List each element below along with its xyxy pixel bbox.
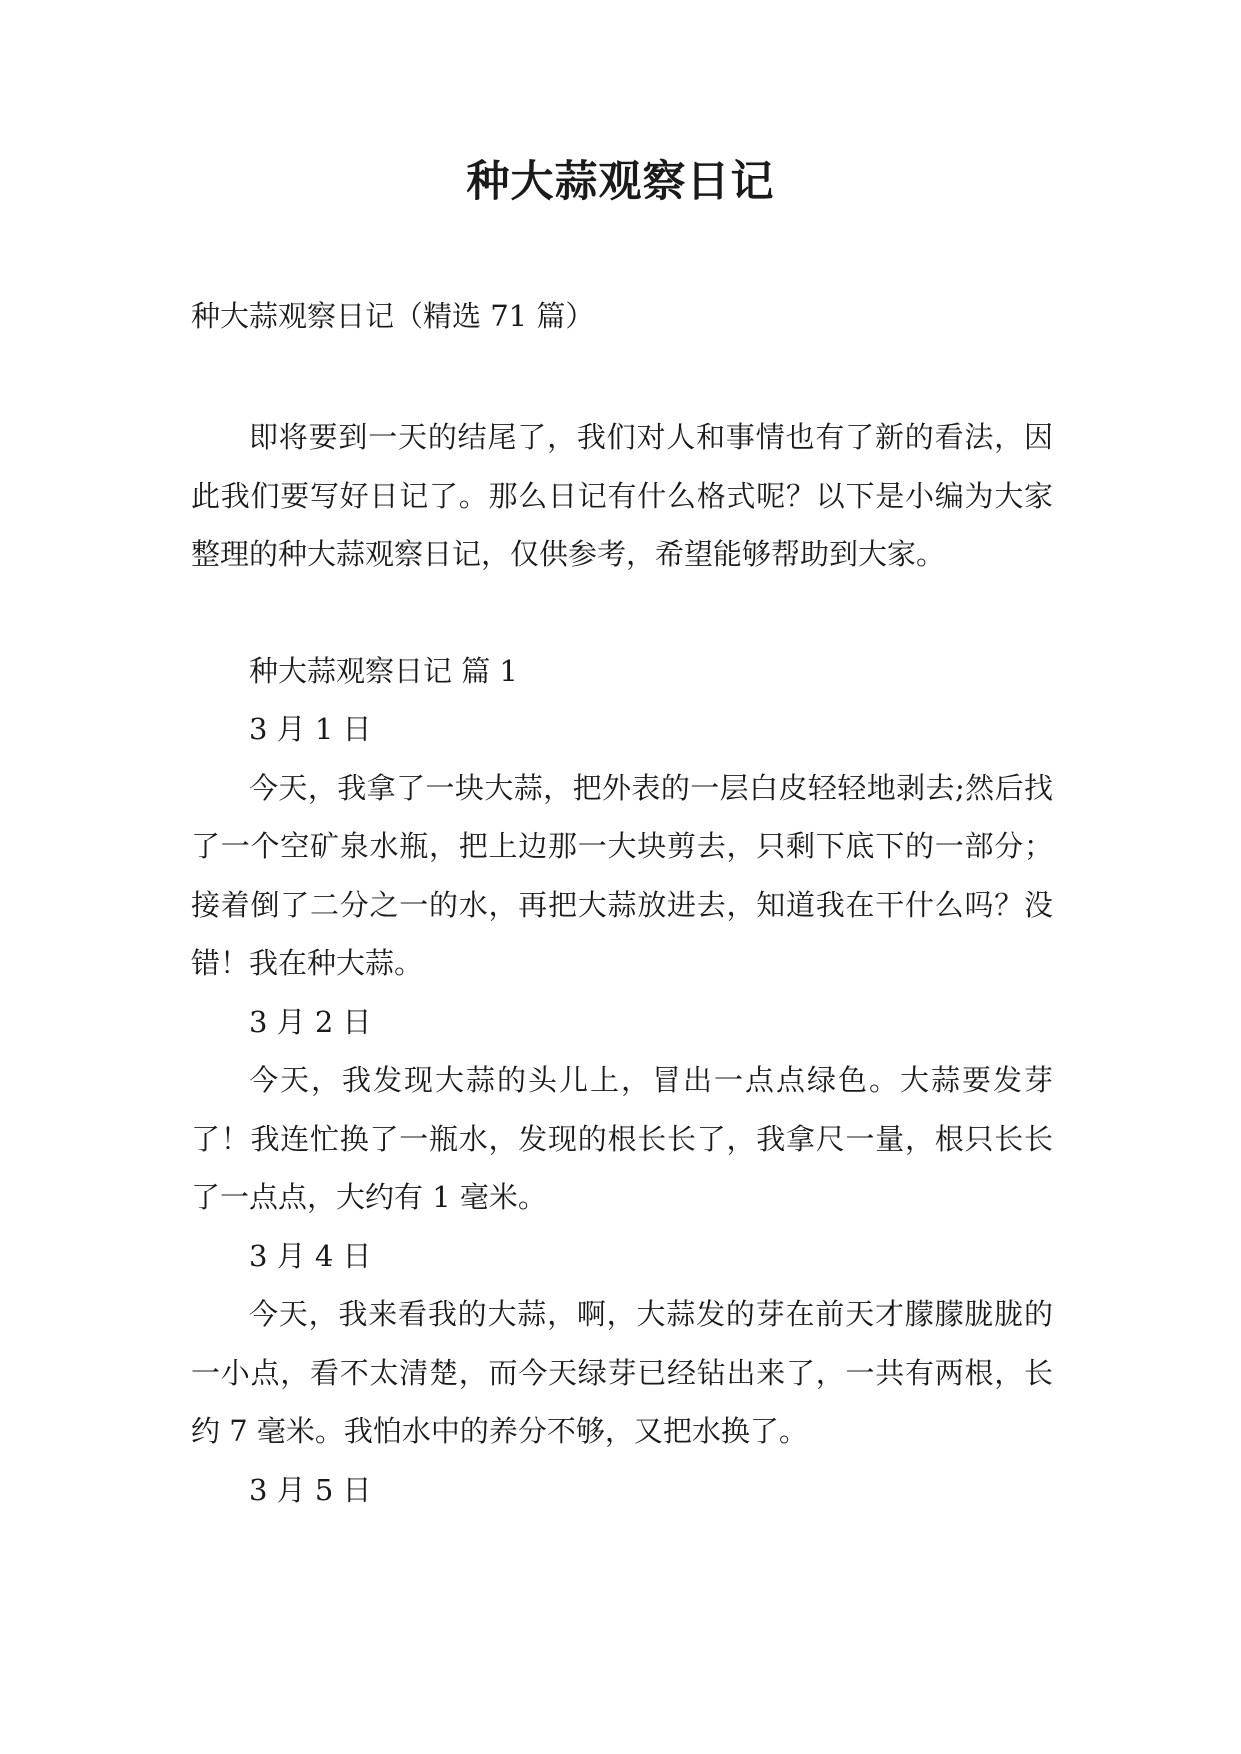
section-spacer bbox=[191, 584, 1053, 642]
entry-date: 3 月 1 日 bbox=[249, 712, 372, 746]
entry-text: 今天，我来看我的大蒜，啊，大蒜发的芽在前天才朦朦胧胧的一小点，看不太清楚，而今天绿芽已经钻出来了，一共有两根，长约 7 毫米。我怕水中的养分不够，又把水换了。 bbox=[191, 1297, 1053, 1448]
article-heading: 种大蒜观察日记 篇 1 bbox=[249, 653, 518, 688]
document-title: 种大蒜观察日记 bbox=[466, 157, 775, 207]
document-body bbox=[191, 408, 1053, 1519]
document-subtitle: 种大蒜观察日记（精选 71 篇） bbox=[191, 299, 595, 333]
intro-paragraph: 即将要到一天的结尾了，我们对人和事情也有了新的看法，因此我们要写好日记了。那么日记有什么格式呢？以下是小编为大家整理的种大蒜观察日记，仅供参考，希望能够帮助到大家。 bbox=[191, 420, 1053, 571]
entry-text: 今天，我拿了一块大蒜，把外表的一层白皮轻轻地剥去;然后找了一个空矿泉水瓶，把上边那一大块剪去，只剩下底下的一部分；接着倒了二分之一的水，再把大蒜放进去，知道我在干什么吗？没错！我在种大蒜。 bbox=[191, 770, 1053, 980]
entry-date: 3 月 4 日 bbox=[249, 1238, 372, 1273]
entry-text: 今天，我发现大蒜的头儿上，冒出一点点绿色。大蒜要发芽了！我连忙换了一瓶水，发现的根长长了，我拿尺一量，根只长长了一点点，大约有 1 毫米。 bbox=[191, 1063, 1053, 1214]
entry-date: 3 月 2 日 bbox=[249, 1004, 372, 1039]
entry-date: 3 月 5 日 bbox=[249, 1472, 372, 1507]
